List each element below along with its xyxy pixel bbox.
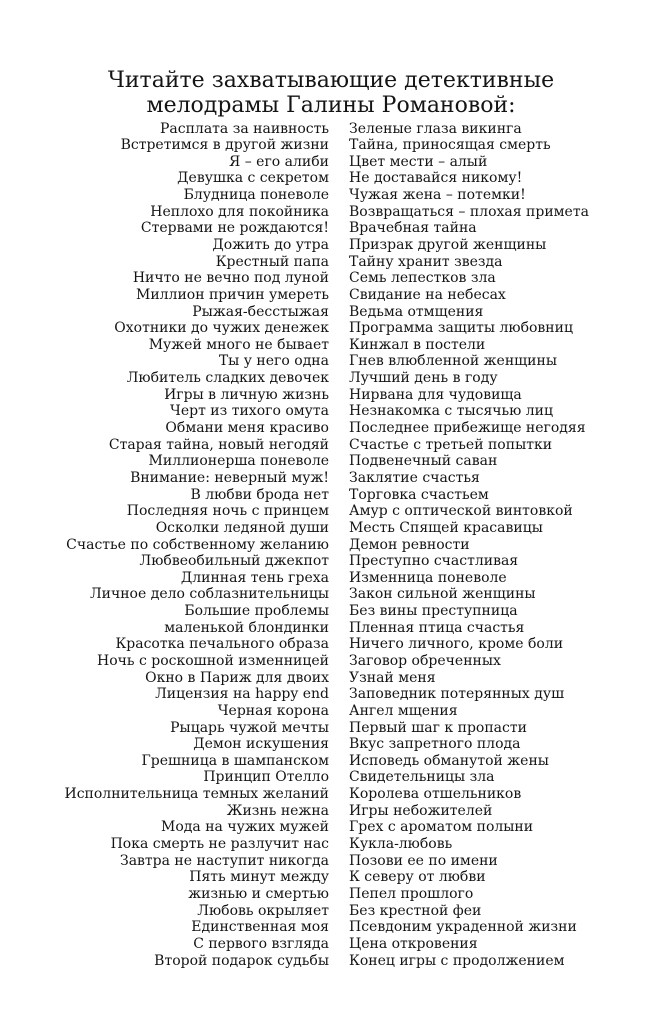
book-title: Черт из тихого омута xyxy=(170,403,329,420)
book-title: Я – его алиби xyxy=(228,153,329,170)
book-title: Блудница поневоле xyxy=(183,187,329,204)
book-title: Лицензия на happy end xyxy=(155,686,329,703)
book-title: В любви брода нет xyxy=(190,486,329,503)
book-title: Амур с оптической винтовкой xyxy=(349,503,573,520)
book-title: Пепел прошлого xyxy=(349,885,474,902)
book-title: Незнакомка с тысячью лиц xyxy=(349,403,554,420)
book-title: Пять минут между xyxy=(189,869,329,886)
book-title: маленькой блондинки xyxy=(164,619,329,636)
book-title: Длинная тень греха xyxy=(180,569,329,586)
book-title: Ничего личного, кроме боли xyxy=(349,636,564,653)
book-title: Преступно счастливая xyxy=(349,553,519,570)
page-title xyxy=(0,68,662,118)
book-title: Заговор обреченных xyxy=(349,653,501,669)
book-title: Рыцарь чужой мечты xyxy=(170,719,329,736)
book-title: Любитель сладких девочек xyxy=(126,370,329,387)
book-title: К северу от любви xyxy=(349,869,486,886)
book-title: Королева отшельников xyxy=(349,786,522,803)
book-title: Ночь с роскошной изменницей xyxy=(97,653,329,669)
book-title: Внимание: неверный муж! xyxy=(130,469,329,486)
book-title: Врачебная тайна xyxy=(349,220,477,237)
book-title: Демон ревности xyxy=(349,536,470,553)
book-title: Исполнительница темных желаний xyxy=(64,786,329,803)
book-title: Первый шаг к пропасти xyxy=(349,719,527,736)
book-title: Неплохо для покойника xyxy=(150,203,329,220)
book-title: Принцип Отелло xyxy=(203,769,329,786)
book-title: Игры небожителей xyxy=(349,802,493,819)
book-title: Миллион причин умереть xyxy=(135,286,329,303)
book-title: Любвеобильный джекпот xyxy=(139,553,329,570)
book-title: Заповедник потерянных душ xyxy=(349,686,565,703)
book-title: Пока смерть не разлучит нас xyxy=(110,836,329,853)
book-title: Мужей много не бывает xyxy=(148,336,329,353)
book-title: Красотка печального образа xyxy=(115,636,329,653)
title-line-1: Читайте захватывающие детективные xyxy=(107,68,555,93)
book-title: Игры в личную жизнь xyxy=(164,386,329,403)
book-title: Закон сильной женщины xyxy=(349,586,536,603)
book-title: Стервами не рождаются! xyxy=(140,220,329,237)
book-title: Кинжал в постели xyxy=(349,336,486,353)
book-title: Ангел мщения xyxy=(349,702,458,719)
book-title: Конец игры с продолжением xyxy=(349,952,565,969)
book-title: Зеленые глаза викинга xyxy=(349,120,522,137)
book-title: Дожить до утра xyxy=(212,236,329,253)
book-title: Рыжая-бесстыжая xyxy=(192,303,329,320)
book-title: Ведьма отмщения xyxy=(349,303,484,320)
book-title: Тайну хранит звезда xyxy=(349,253,503,270)
book-title: Призрак другой женщины xyxy=(349,236,547,253)
book-title: С первого взгляда xyxy=(193,935,329,952)
book-title: Единственная моя xyxy=(191,919,329,936)
book-title: Узнай меня xyxy=(349,669,436,686)
book-title: Окно в Париж для двоих xyxy=(145,669,329,686)
book-title: Семь лепестков зла xyxy=(349,270,496,287)
book-title: Ты у него одна xyxy=(218,353,329,370)
book-title: Счастье по собственному желанию xyxy=(66,536,329,553)
book-title: Старая тайна, новый негодяй xyxy=(108,436,329,453)
book-title: Последнее прибежище негодяя xyxy=(349,420,586,437)
book-title: Псевдоним украденной жизни xyxy=(349,919,577,936)
book-title: Грех с ароматом полыни xyxy=(349,819,534,836)
book-title: Тайна, приносящая смерть xyxy=(349,137,551,154)
book-title: Свидетельницы зла xyxy=(349,769,495,786)
book-title: Любовь окрыляет xyxy=(197,902,329,919)
book-title: Ничто не вечно под луной xyxy=(132,270,329,287)
book-title: Грешница в шампанском xyxy=(141,752,329,769)
book-title: Последняя ночь с принцем xyxy=(126,503,329,520)
book-title: Не доставайся никому! xyxy=(349,170,523,187)
book-title: Без вины преступница xyxy=(349,603,518,620)
book-title: Жизнь нежна xyxy=(226,802,329,819)
book-title: жизнью и смертью xyxy=(188,885,329,902)
book-title: Чужая жена – потемки! xyxy=(349,187,526,204)
book-title: Свидание на небесах xyxy=(349,286,506,303)
book-title: Девушка с секретом xyxy=(177,170,329,187)
title-line-2: мелодрамы Галины Романовой: xyxy=(146,93,516,118)
book-title: Без крестной феи xyxy=(349,902,482,919)
book-title: Лучший день в году xyxy=(349,370,498,387)
book-title: Мода на чужих мужей xyxy=(161,819,329,836)
book-title: Подвенечный саван xyxy=(349,453,498,470)
book-list-left-column xyxy=(64,121,329,970)
book-title: Изменница поневоле xyxy=(349,569,507,586)
book-title: Пленная птица счастья xyxy=(349,619,525,636)
book-title: Счастье с третьей попытки xyxy=(349,436,553,453)
book-title: Гнев влюбленной женщины xyxy=(349,353,557,370)
book-title: Второй подарок судьбы xyxy=(154,952,329,969)
book-title: Встретимся в другой жизни xyxy=(120,137,329,154)
book-title: Охотники до чужих денежек xyxy=(114,320,329,337)
book-title: Кукла-любовь xyxy=(349,836,453,853)
book-title: Крестный папа xyxy=(215,253,329,270)
book-title: Миллионерша поневоле xyxy=(148,453,329,470)
book-title: Личное дело соблазнительницы xyxy=(89,586,329,603)
book-title: Цена откровения xyxy=(349,935,478,952)
book-title: Цвет мести – алый xyxy=(349,153,488,170)
book-title: Позови ее по имени xyxy=(349,852,498,869)
book-title: Завтра не наступит никогда xyxy=(119,852,329,869)
book-title: Торговка счастьем xyxy=(349,486,489,503)
book-title: Заклятие счастья xyxy=(349,469,480,486)
book-title: Вкус запретного плода xyxy=(349,736,521,753)
book-list-right-column xyxy=(349,121,589,970)
book-title: Черная корона xyxy=(217,702,329,719)
book-title: Осколки ледяной души xyxy=(155,519,329,536)
book-title: Расплата за наивность xyxy=(159,120,329,137)
book-title: Большие проблемы xyxy=(184,603,329,620)
book-title: Программа защиты любовниц xyxy=(349,320,573,337)
book-title: Исповедь обманутой жены xyxy=(349,752,549,769)
book-title: Демон искушения xyxy=(193,736,329,753)
book-title: Возвращаться – плохая примета xyxy=(349,203,589,220)
book-title: Обмани меня красиво xyxy=(165,420,329,437)
book-title: Месть Спящей красавицы xyxy=(349,519,543,536)
book-title: Нирвана для чудовища xyxy=(349,386,522,403)
